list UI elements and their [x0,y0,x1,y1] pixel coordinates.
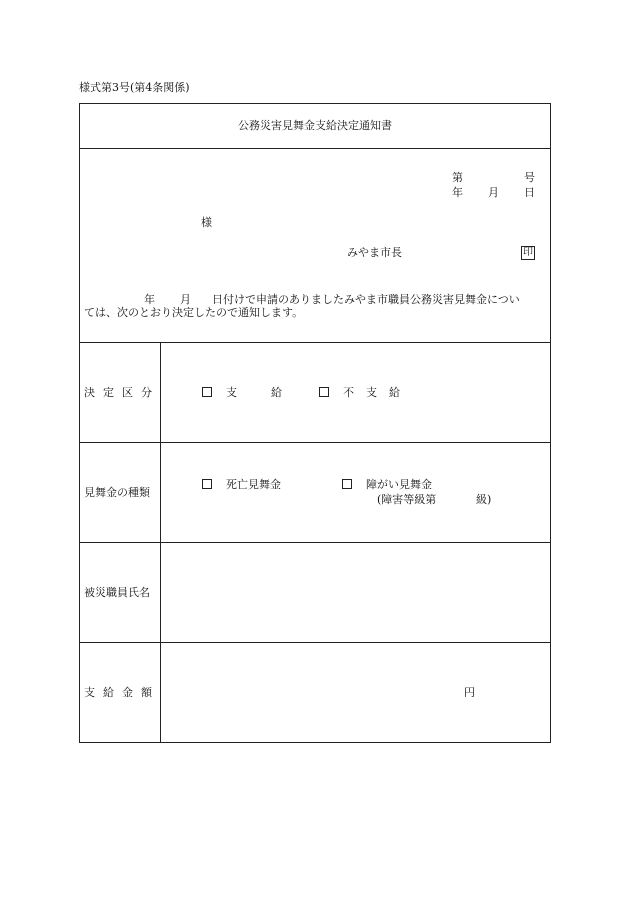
checkbox-square[interactable] [202,479,212,489]
option-nonpayment-char1: 不 [343,386,354,399]
option-death: 死亡見舞金 [226,478,281,491]
grade-suffix: 級) [476,493,492,506]
type-label: 見舞金の種類 [84,486,150,499]
doc-number-suffix: 号 [524,171,535,184]
form-number-label: 様式第3号(第4条関係) [79,81,190,94]
checkbox-disability[interactable] [342,478,352,492]
document-title: 公務災害見舞金支給決定通知書 [238,119,392,132]
grade-prefix: (障害等級第 [377,493,437,506]
label-char: 金 [122,686,133,699]
body-text-line1: 日付けで申請のありましたみやま市職員公務災害見舞金につい [212,293,520,306]
employee-label: 被災職員氏名 [84,586,150,599]
body-text-line2: ては、次のとおり決定したので通知します。 [84,306,304,319]
body-year: 年 [144,293,155,306]
option-nonpayment-char3: 給 [389,386,400,399]
divider-row2 [79,542,551,543]
label-column-divider [160,342,161,743]
issuer-name: みやま市長 [347,246,402,259]
date-month: 月 [488,186,499,199]
doc-number-prefix: 第 [452,171,463,184]
checkbox-death[interactable] [202,478,212,492]
checkbox-square[interactable] [319,387,329,397]
amount-unit: 円 [464,686,475,699]
divider-title [79,148,551,149]
body-month: 月 [180,293,191,306]
date-day: 日 [524,186,535,199]
option-disability: 障がい見舞金 [366,478,432,491]
option-nonpayment-char2: 支 [366,386,377,399]
label-char: 額 [141,686,152,699]
option-payment-char1: 支 [226,386,237,399]
option-payment-char2: 給 [271,386,282,399]
divider-row3 [79,642,551,643]
divider-body [79,342,551,343]
checkbox-square[interactable] [202,387,212,397]
label-char: 定 [103,386,114,399]
checkbox-payment[interactable] [202,386,212,400]
seal-stamp [521,245,535,260]
seal-mark: 印 [523,247,533,258]
checkbox-square[interactable] [342,479,352,489]
form-frame [79,103,551,743]
label-char: 分 [141,386,152,399]
checkbox-nonpayment[interactable] [319,386,329,400]
label-char: 区 [122,386,133,399]
amount-label [84,686,152,700]
label-char: 給 [103,686,114,699]
addressee-suffix: 様 [201,216,212,229]
date-year: 年 [452,186,463,199]
label-char: 支 [84,686,95,699]
label-char: 決 [84,386,95,399]
divider-row1 [79,442,551,443]
decision-label [84,386,152,400]
